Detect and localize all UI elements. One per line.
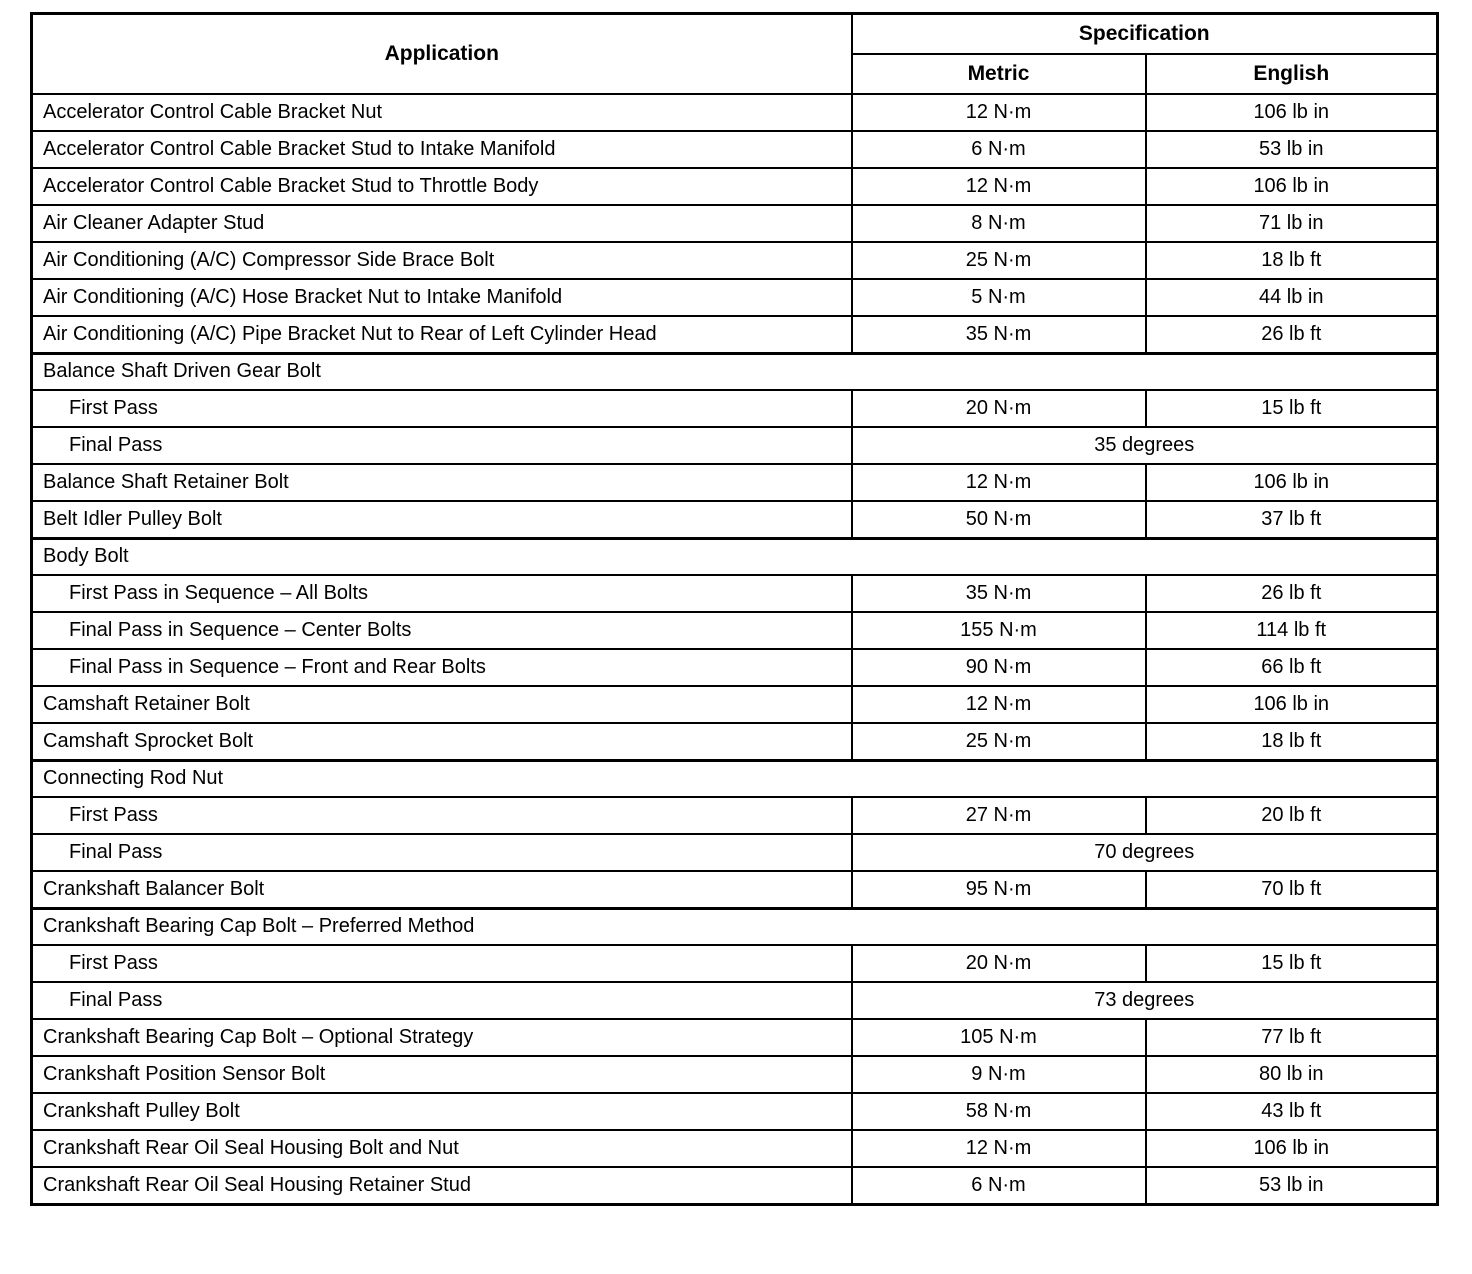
english-value-cell: 106 lb in — [1146, 1130, 1438, 1167]
metric-value-cell: 8 N·m — [852, 205, 1146, 242]
english-value-cell: 106 lb in — [1146, 168, 1438, 205]
metric-value-cell: 12 N·m — [852, 1130, 1146, 1167]
english-value-cell: 18 lb ft — [1146, 242, 1438, 279]
application-cell: Air Conditioning (A/C) Hose Bracket Nut to Intake Manifold — [32, 279, 852, 316]
table-row — [32, 982, 1438, 1019]
application-cell: Air Conditioning (A/C) Compressor Side Brace Bolt — [32, 242, 852, 279]
metric-value-cell: 155 N·m — [852, 612, 1146, 649]
metric-value-cell: 50 N·m — [852, 501, 1146, 538]
table-row — [32, 168, 1438, 205]
english-value-cell: 70 lb ft — [1146, 871, 1438, 908]
application-cell: First Pass — [32, 797, 852, 834]
table-row — [32, 723, 1438, 760]
metric-value-cell: 58 N·m — [852, 1093, 1146, 1130]
table-row — [32, 871, 1438, 908]
table-row — [32, 1130, 1438, 1167]
english-value-cell: 77 lb ft — [1146, 1019, 1438, 1056]
application-cell: Final Pass in Sequence – Front and Rear Bolts — [32, 649, 852, 686]
application-cell: Camshaft Retainer Bolt — [32, 686, 852, 723]
english-value-cell: 15 lb ft — [1146, 390, 1438, 427]
english-value-cell: 15 lb ft — [1146, 945, 1438, 982]
application-cell: Crankshaft Rear Oil Seal Housing Bolt and Nut — [32, 1130, 852, 1167]
metric-value-cell: 12 N·m — [852, 94, 1146, 131]
english-value-cell: 44 lb in — [1146, 279, 1438, 316]
english-value-cell: 26 lb ft — [1146, 575, 1438, 612]
specification-span-cell: 70 degrees — [852, 834, 1438, 871]
table-row — [32, 501, 1438, 538]
torque-spec-table — [30, 12, 1439, 1206]
english-value-cell: 43 lb ft — [1146, 1093, 1438, 1130]
english-value-cell: 37 lb ft — [1146, 501, 1438, 538]
section-row — [32, 538, 1438, 575]
table-row — [32, 279, 1438, 316]
application-cell: Balance Shaft Driven Gear Bolt — [32, 353, 1438, 390]
english-value-cell: 71 lb in — [1146, 205, 1438, 242]
table-row — [32, 390, 1438, 427]
application-cell: First Pass — [32, 390, 852, 427]
application-cell: Air Cleaner Adapter Stud — [32, 205, 852, 242]
metric-value-cell: 20 N·m — [852, 945, 1146, 982]
application-cell: Accelerator Control Cable Bracket Stud to Intake Manifold — [32, 131, 852, 168]
section-row — [32, 353, 1438, 390]
table-row — [32, 94, 1438, 131]
table-row — [32, 427, 1438, 464]
metric-value-cell: 35 N·m — [852, 316, 1146, 353]
section-row — [32, 908, 1438, 945]
metric-value-cell: 25 N·m — [852, 723, 1146, 760]
table-row — [32, 612, 1438, 649]
table-header — [32, 14, 1438, 95]
english-value-cell: 20 lb ft — [1146, 797, 1438, 834]
table-row — [32, 242, 1438, 279]
english-value-cell: 26 lb ft — [1146, 316, 1438, 353]
english-column-header: English — [1146, 54, 1438, 94]
metric-value-cell: 90 N·m — [852, 649, 1146, 686]
table-row — [32, 464, 1438, 501]
application-cell: Air Conditioning (A/C) Pipe Bracket Nut to Rear of Left Cylinder Head — [32, 316, 852, 353]
spec-table-body — [32, 94, 1438, 1204]
table-row — [32, 205, 1438, 242]
metric-value-cell: 25 N·m — [852, 242, 1146, 279]
application-cell: Final Pass — [32, 982, 852, 1019]
metric-value-cell: 12 N·m — [852, 168, 1146, 205]
table-row — [32, 797, 1438, 834]
metric-value-cell: 6 N·m — [852, 131, 1146, 168]
section-row — [32, 760, 1438, 797]
metric-value-cell: 27 N·m — [852, 797, 1146, 834]
metric-value-cell: 12 N·m — [852, 464, 1146, 501]
english-value-cell: 106 lb in — [1146, 94, 1438, 131]
table-row — [32, 316, 1438, 353]
table-row — [32, 1167, 1438, 1204]
application-cell: Crankshaft Rear Oil Seal Housing Retainer Stud — [32, 1167, 852, 1204]
english-value-cell: 66 lb ft — [1146, 649, 1438, 686]
table-row — [32, 131, 1438, 168]
application-cell: First Pass — [32, 945, 852, 982]
application-cell: Connecting Rod Nut — [32, 760, 1438, 797]
english-value-cell: 18 lb ft — [1146, 723, 1438, 760]
table-row — [32, 575, 1438, 612]
metric-value-cell: 5 N·m — [852, 279, 1146, 316]
application-cell: Accelerator Control Cable Bracket Nut — [32, 94, 852, 131]
table-row — [32, 1093, 1438, 1130]
application-cell: Camshaft Sprocket Bolt — [32, 723, 852, 760]
application-cell: Crankshaft Balancer Bolt — [32, 871, 852, 908]
english-value-cell: 106 lb in — [1146, 464, 1438, 501]
table-row — [32, 649, 1438, 686]
metric-value-cell: 12 N·m — [852, 686, 1146, 723]
metric-column-header: Metric — [852, 54, 1146, 94]
english-value-cell: 80 lb in — [1146, 1056, 1438, 1093]
english-value-cell: 114 lb ft — [1146, 612, 1438, 649]
metric-value-cell: 35 N·m — [852, 575, 1146, 612]
application-cell: Crankshaft Bearing Cap Bolt – Preferred Method — [32, 908, 1438, 945]
specification-column-header: Specification — [852, 14, 1438, 55]
metric-value-cell: 9 N·m — [852, 1056, 1146, 1093]
application-cell: Crankshaft Position Sensor Bolt — [32, 1056, 852, 1093]
specification-span-cell: 73 degrees — [852, 982, 1438, 1019]
metric-value-cell: 105 N·m — [852, 1019, 1146, 1056]
table-row — [32, 1019, 1438, 1056]
application-cell: Body Bolt — [32, 538, 1438, 575]
application-cell: Final Pass — [32, 427, 852, 464]
table-row — [32, 1056, 1438, 1093]
specification-span-cell: 35 degrees — [852, 427, 1438, 464]
application-cell: Final Pass in Sequence – Center Bolts — [32, 612, 852, 649]
table-row — [32, 945, 1438, 982]
english-value-cell: 53 lb in — [1146, 1167, 1438, 1204]
application-column-header: Application — [32, 14, 852, 95]
application-cell: First Pass in Sequence – All Bolts — [32, 575, 852, 612]
table-row — [32, 834, 1438, 871]
english-value-cell: 106 lb in — [1146, 686, 1438, 723]
application-cell: Belt Idler Pulley Bolt — [32, 501, 852, 538]
header-row-specification — [32, 14, 1438, 55]
metric-value-cell: 20 N·m — [852, 390, 1146, 427]
metric-value-cell: 6 N·m — [852, 1167, 1146, 1204]
application-cell: Accelerator Control Cable Bracket Stud to Throttle Body — [32, 168, 852, 205]
application-cell: Balance Shaft Retainer Bolt — [32, 464, 852, 501]
english-value-cell: 53 lb in — [1146, 131, 1438, 168]
application-cell: Final Pass — [32, 834, 852, 871]
application-cell: Crankshaft Bearing Cap Bolt – Optional Strategy — [32, 1019, 852, 1056]
table-row — [32, 686, 1438, 723]
application-cell: Crankshaft Pulley Bolt — [32, 1093, 852, 1130]
metric-value-cell: 95 N·m — [852, 871, 1146, 908]
